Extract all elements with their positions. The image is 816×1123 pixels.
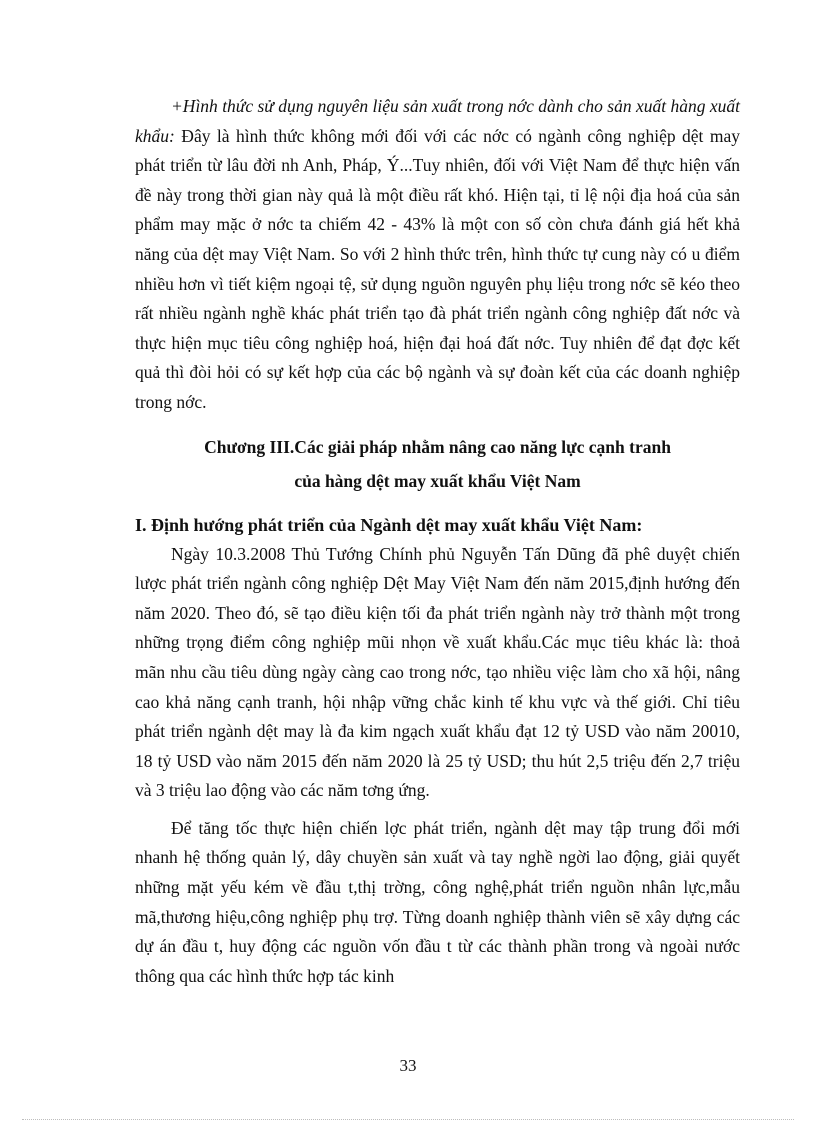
page-body [135, 92, 740, 991]
page-bottom-divider [22, 1119, 794, 1120]
paragraph-strategy: Ngày 10.3.2008 Thủ Tướng Chính phủ Nguyễn Tấn Dũng đã phê duyệt chiến lược phát triển ngành công nghiệp Dệt May Việt Nam đến năm 2015,định hướng đến năm 2020. Theo đó, sẽ tạo điều kiện tối đa phát triển ngành này trở thành một trong những trọng điểm công nghiệp mũi nhọn về xuất khẩu.Các mục tiêu khác là: thoả mãn nhu cầu tiêu dùng ngày càng cao trong nớc, tạo nhiều việc làm cho xã hội, nâng cao khả năng cạnh tranh, hội nhập vững chắc kinh tế khu vực và thế giới. Chỉ tiêu phát triển ngành dệt may là đa kim ngạch xuất khẩu đạt 12 tỷ USD vào năm 20010, 18 tỷ USD vào năm 2015 đến năm 2020 là 25 tỷ USD; thu hút 2,5 triệu đến 2,7 triệu và 3 triệu lao động vào các năm tơng ứng. [135, 543, 740, 801]
paragraph-lead-italic: +Hình thức sử dụng nguyên liệu sản xuất trong nớc dành cho sản xuất hàng xuất khẩu: [135, 96, 740, 146]
section-heading: I. Định hướng phát triển của Ngành dệt may xuất khẩu Việt Nam: [135, 514, 643, 535]
page-number: 33 [399, 1056, 417, 1075]
paragraph-body-text: Đây là hình thức không mới đối với các nớc có ngành công nghiệp dệt may phát triển từ lâu đời nh Anh, Pháp, Ý...Tuy nhiên, đối với Việt Nam để thực hiện vấn đề này trong thời gian này quả là một điều rất khó. Hiện tại, tỉ lệ nội địa hoá của sản phẩm may mặc ở nớc ta chiếm 42 - 43% là một con số còn chưa đánh giá hết khả năng của dệt may Việt Nam. So với 2 hình thức trên, hình thức tự cung này có u điểm nhiều hơn vì tiết kiệm ngoại tệ, sử dụng nguồn nguyên phụ liệu trong nớc sẽ kéo theo rất nhiều ngành nghề khác phát triển tạo đà phát triển ngành công nghiệp đất nớc và thực hiện mục tiêu công nghiệp hoá, hiện đại hoá đất nớc. Tuy nhiên để đạt đợc kết quả thì đòi hỏi có sự kết hợp của các bộ ngành và sự đoàn kết của các doanh nghiệp trong nớc. [135, 125, 740, 412]
chapter-title-line-1: Chương III.Các giải pháp nhằm nâng cao năng lực cạnh tranh [204, 436, 671, 457]
paragraph-domestic-materials [135, 92, 740, 418]
paragraph-acceleration: Để tăng tốc thực hiện chiến lợc phát triển, ngành dệt may tập trung đổi mới nhanh hệ thống quản lý, dây chuyền sản xuất và tay nghề ngời lao động, giải quyết những mặt yếu kém về đầu t,thị trờng, công nghệ,phát triển nguồn nhân lực,mẫu mã,thương hiệu,công nghiệp phụ trợ. Từng doanh nghiệp thành viên sẽ xây dựng các dự án đầu t, huy động các nguồn vốn đầu t từ các thành phần trong và ngoài nước thông qua các hình thức hợp tác kinh [135, 817, 740, 986]
chapter-title-line-2: của hàng dệt may xuất khẩu Việt Nam [294, 470, 581, 491]
